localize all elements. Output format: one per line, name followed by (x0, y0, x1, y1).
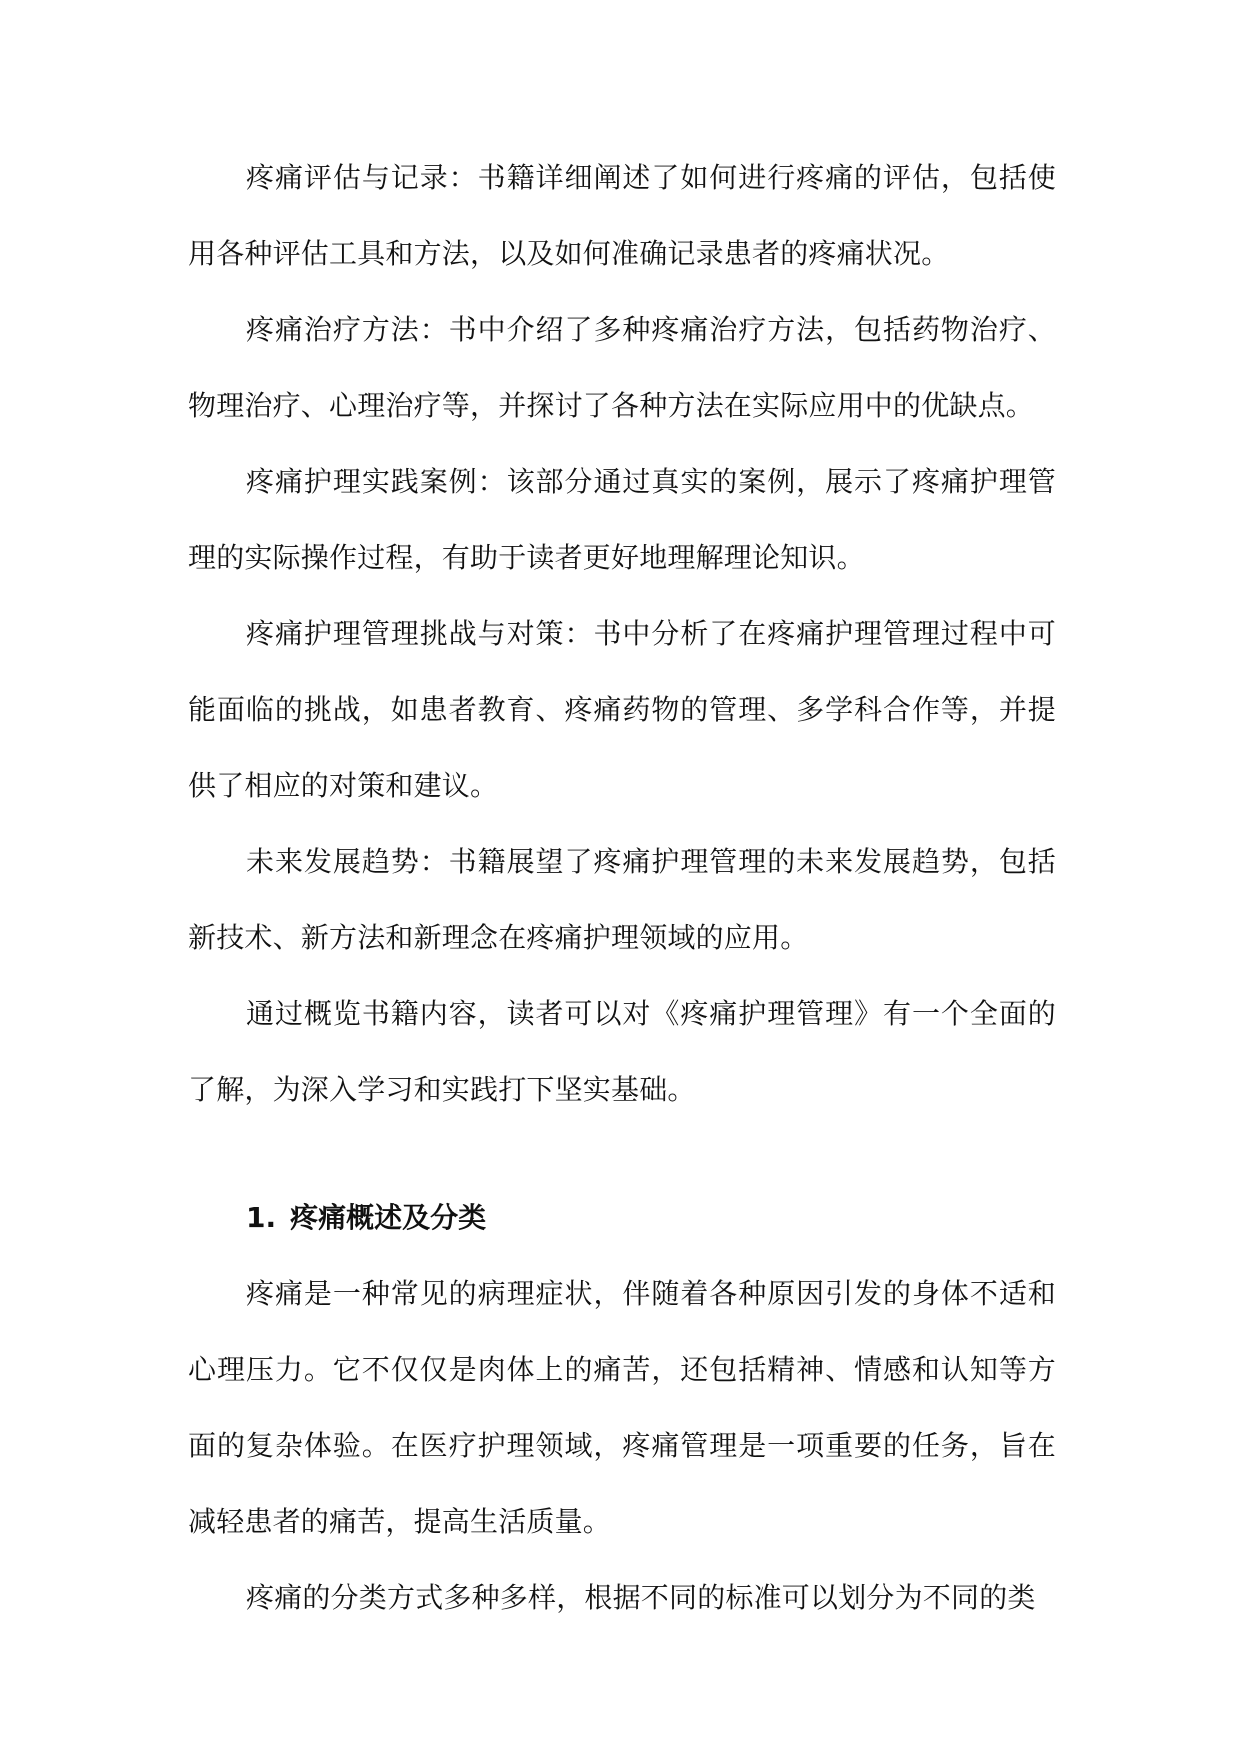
paragraph-pain-treatment: 疼痛治疗方法：书中介绍了多种疼痛治疗方法，包括药物治疗、物理治疗、心理治疗等，并探讨了各种方法在实际应用中的优缺点。 (188, 313, 1056, 422)
paragraph-challenges: 疼痛护理管理挑战与对策：书中分析了在疼痛护理管理过程中可能面临的挑战，如患者教育、疼痛药物的管理、多学科合作等，并提供了相应的对策和建议。 (188, 617, 1056, 802)
paragraph-future-trends: 未来发展趋势：书籍展望了疼痛护理管理的未来发展趋势，包括新技术、新方法和新理念在疼痛护理领域的应用。 (188, 845, 1056, 954)
paragraph-care-cases: 疼痛护理实践案例：该部分通过真实的案例，展示了疼痛护理管理的实际操作过程，有助于读者更好地理解理论知识。 (188, 465, 1056, 574)
paragraph-overview-summary: 通过概览书籍内容，读者可以对《疼痛护理管理》有一个全面的了解，为深入学习和实践打下坚实基础。 (188, 997, 1056, 1106)
paragraph-pain-assessment: 疼痛评估与记录：书籍详细阐述了如何进行疼痛的评估，包括使用各种评估工具和方法，以及如何准确记录患者的疼痛状况。 (188, 161, 1056, 270)
page-content (188, 140, 1056, 1636)
section-heading (188, 1180, 1056, 1256)
section-number: 1. (246, 1201, 277, 1234)
paragraph-pain-classification: 疼痛的分类方式多种多样，根据不同的标准可以划分为不同的类 (246, 1581, 1036, 1614)
section-title: 疼痛概述及分类 (290, 1201, 487, 1234)
paragraph-pain-definition: 疼痛是一种常见的病理症状，伴随着各种原因引发的身体不适和心理压力。它不仅仅是肉体上的痛苦，还包括精神、情感和认知等方面的复杂体验。在医疗护理领域，疼痛管理是一项重要的任务，旨在减轻患者的痛苦，提高生活质量。 (188, 1277, 1056, 1538)
